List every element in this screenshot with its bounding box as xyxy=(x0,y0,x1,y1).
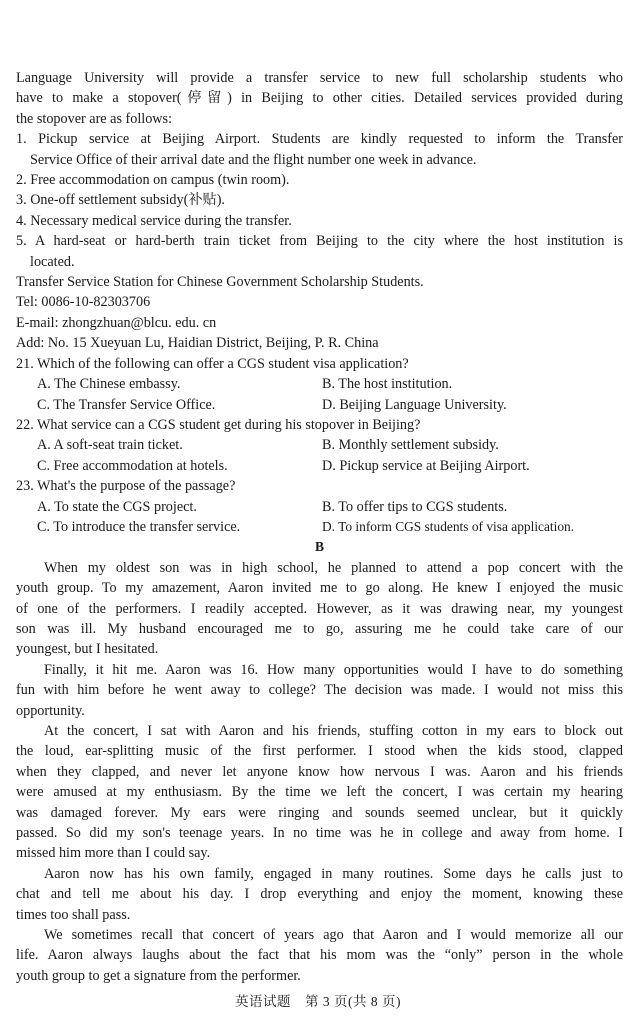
question-stem: 21. Which of the following can offer a CGS student visa application? xyxy=(16,355,409,372)
story-line: the loud, ear-splitting music of the first performer. I stood when the kids stood, clapped xyxy=(16,743,623,760)
service-item: 4. Necessary medical service during the transfer. xyxy=(16,212,292,229)
story-line: of one of the performers. I readily accepted. However, as it was drawing near, my youngest xyxy=(16,600,623,617)
page-footer: 英语试题 第 3 页(共 8 页) xyxy=(235,994,401,1009)
question-23 xyxy=(16,476,623,537)
story-line: opportunity. xyxy=(16,702,85,719)
option-a: A. A soft-seat train ticket. xyxy=(37,437,183,454)
section-heading: B xyxy=(314,539,324,555)
option-d: D. Beijing Language University. xyxy=(322,396,507,413)
option-d: D. Pickup service at Beijing Airport. xyxy=(322,457,530,474)
exam-page xyxy=(16,68,623,986)
service-item-cont: located. xyxy=(30,253,75,270)
option-c: C. To introduce the transfer service. xyxy=(37,518,241,535)
story-line: when they clapped, and never let anyone know how nervous I was. Aaron and his friends xyxy=(16,763,623,780)
option-a: A. The Chinese embassy. xyxy=(37,376,181,393)
option-c: C. Free accommodation at hotels. xyxy=(37,457,228,474)
option-b: B. The host institution. xyxy=(322,376,453,393)
option-b: B. Monthly settlement subsidy. xyxy=(322,437,499,454)
story-line: Aaron now has his own family, engaged in many routines. Some days he calls just to xyxy=(44,865,623,882)
service-item: 2. Free accommodation on campus (twin room). xyxy=(16,172,290,189)
question-stem: 23. What's the purpose of the passage? xyxy=(16,478,236,495)
story-line: was damaged forever. My ears were ringing and sounds seemed unclear, but it quickly xyxy=(16,804,623,821)
story-paragraph-4 xyxy=(16,864,623,925)
story-line: passed. So did my son's teenage years. In no time was he in college and away from home. I xyxy=(16,825,623,842)
option-b: B. To offer tips to CGS students. xyxy=(322,498,508,515)
story-line: times too shall pass. xyxy=(16,906,131,923)
story-line: life. Aaron always laughs about the fact that his mom was the “only” person in the whole xyxy=(16,947,623,964)
service-item-cont: Service Office of their arrival date and the flight number one week in advance. xyxy=(30,151,477,168)
option-c: C. The Transfer Service Office. xyxy=(37,396,216,413)
service-item: 3. One-off settlement subsidy(补贴). xyxy=(16,192,225,209)
intro-line: Language University will provide a transfer service to new full scholarship students who xyxy=(16,70,623,86)
address: Add: No. 15 Xueyuan Lu, Haidian District, Beijing, P. R. China xyxy=(16,335,379,352)
story-line: fun with him before he went away to college? The decision was made. I would not miss this xyxy=(16,682,623,699)
story-line: chat and tell me about his day. I drop everything and enjoy the moment, knowing these xyxy=(16,886,623,903)
question-21 xyxy=(16,354,623,415)
question-22 xyxy=(16,415,623,476)
option-d: D. To inform CGS students of visa application. xyxy=(322,518,575,534)
story-line: We sometimes recall that concert of years ago that Aaron and I would memorize all our xyxy=(44,927,623,944)
telephone: Tel: 0086-10-82303706 xyxy=(16,294,151,311)
story-line: youngest, but I hesitated. xyxy=(16,641,159,658)
story-paragraph-3 xyxy=(16,721,623,864)
story-line: At the concert, I sat with Aaron and his friends, stuffing cotton in my ears to block out xyxy=(44,723,623,739)
story-paragraph-2 xyxy=(16,660,623,721)
story-line: were amused at my enthusiasm. By the time we left the concert, I was certain my hearing xyxy=(16,784,623,801)
option-a: A. To state the CGS project. xyxy=(37,498,197,515)
station-name: Transfer Service Station for Chinese Government Scholarship Students. xyxy=(16,274,424,291)
story-paragraph-5 xyxy=(16,925,623,986)
story-paragraph-1 xyxy=(16,558,623,660)
question-stem: 22. What service can a CGS student get during his stopover in Beijing? xyxy=(16,416,421,433)
service-item: 1. Pickup service at Beijing Airport. Students are kindly requested to inform the Transfer xyxy=(16,131,623,148)
story-line: son was ill. My husband encouraged me to go, assuring me he could take care of our xyxy=(16,620,623,637)
story-line: Finally, it hit me. Aaron was 16. How many opportunities would I have to do something xyxy=(44,661,623,678)
email: E-mail: zhongzhuan@blcu. edu. cn xyxy=(16,314,217,331)
story-line: youth group. To my amazement, Aaron invited me to go along. He knew I enjoyed the music xyxy=(16,580,623,597)
service-list xyxy=(16,129,623,272)
service-item: 5. A hard-seat or hard-berth train ticket from Beijing to the city where the host institution is xyxy=(16,233,623,250)
intro-line: have to make a stopover(停留) in Beijing to other cities. Detailed services provided during xyxy=(16,90,623,107)
story-line: youth group to get a signature from the performer. xyxy=(16,967,301,984)
intro-line: the stopover are as follows: xyxy=(16,110,173,127)
intro-paragraph xyxy=(16,68,623,129)
story-line: When my oldest son was in high school, he planned to attend a pop concert with the xyxy=(44,559,623,576)
contact-block xyxy=(16,272,623,354)
story-line: missed him more than I could say. xyxy=(16,845,211,862)
